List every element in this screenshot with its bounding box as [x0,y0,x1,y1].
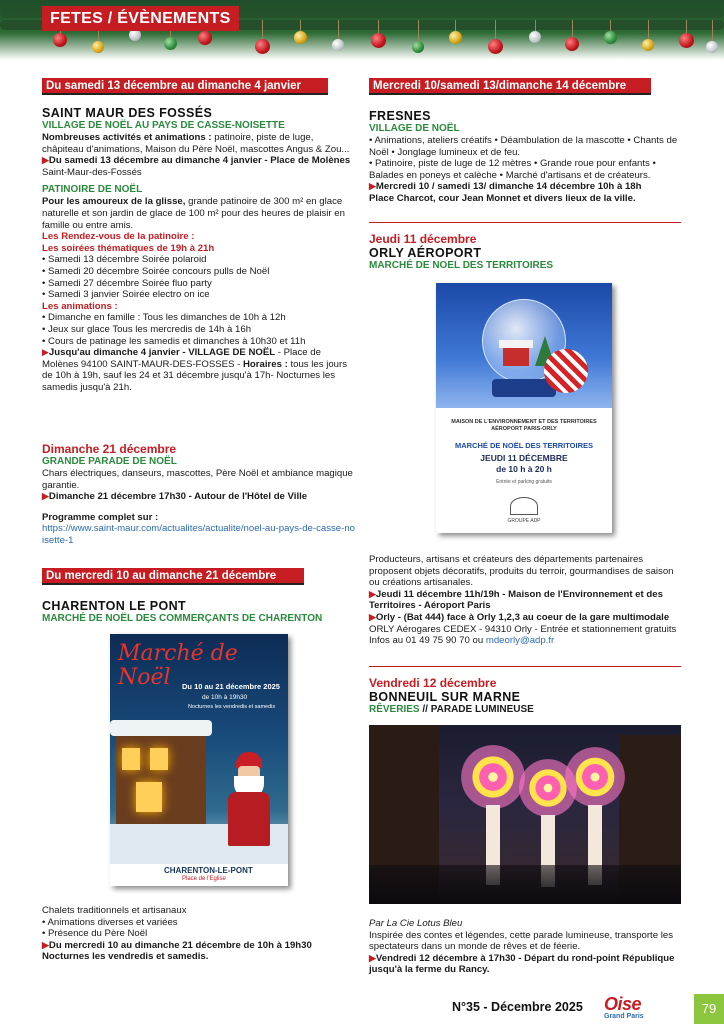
ornament-icon [565,37,579,51]
poster-entry: Entrée et parking gratuits [496,479,552,485]
event-city: BONNEUIL SUR MARNE [369,690,521,704]
ornament-icon [53,33,67,47]
email-link[interactable]: mdeorly@adp.fr [485,635,555,647]
ornament-icon [92,41,104,53]
intro-text: patinoire, piste de luge, châpiteau d'animations, Maison du Père Noël, mascottes Angus & Zou... [42,132,350,155]
page-number: 79 [694,994,724,1024]
arrow-icon: ▶ [369,181,376,192]
arrow-icon: ▶ [42,347,49,358]
detail-line: Chalets traditionnels et artisanaux [42,905,187,916]
rdv-title: Les Rendez-vous de la patinoire : [42,231,195,243]
charenton-details [42,905,356,963]
arrow-icon: ▶ [42,939,49,950]
event-city: FRESNES [369,109,431,123]
event-date-heading: Jeudi 11 décembre [369,232,477,246]
arrow-icon: ▶ [369,611,376,622]
theme-item: • Samedi 27 décembre Soirée fluo party [42,277,212,289]
event-city: SAINT MAUR DES FOSSÉS [42,106,213,120]
arrow-icon: ▶ [42,155,49,166]
orly-poster [436,283,612,533]
orly-details [369,554,681,647]
ornament-icon [679,33,694,48]
event-place: Place Charcot, cour Jean Monnet et divers lieux de la ville. [369,192,636,204]
event-date-heading: Vendredi 12 décembre [369,676,497,690]
anim-title: Les animations : [42,300,118,312]
event-subtitle: RÊVERIES [369,704,420,715]
event-text: Chars électriques, danseurs, mascottes, Père Noël et ambiance magique garantie. [42,468,353,491]
event-date-line: Du samedi 13 décembre au dimanche 4 janvier - Place de Molènes [48,155,351,167]
poster-nocturnes: Nocturnes les vendredis et samedis [188,704,276,710]
section-title: FETES / ÉVÈNEMENTS [42,6,239,31]
poster-group: GROUPE ADP [507,518,541,524]
ornament-icon [604,31,617,44]
divider [369,222,681,223]
poster-footer [110,864,288,886]
nocturnes-line: Nocturnes les vendredis et samedis. [42,951,209,963]
event-date-heading: Dimanche 21 décembre [42,442,177,456]
poster-org [442,419,606,433]
ornament-icon [198,31,212,45]
anim-item: • Dimanche en famille : Tous les dimanches de 10h à 12h [42,312,286,324]
event-date-line: Mercredi 10 / samedi 13/ dimanche 14 décembre 10h à 18h [375,181,642,193]
logo-word: Oise [604,994,642,1014]
bus-line: Orly - (Bat 444) face à Orly 1,2,3 au coeur de la gare multimodale [375,611,670,623]
hours-bold: Horaires : [243,358,288,370]
date-banner: Du mercredi 10 au dimanche 21 décembre [42,568,304,585]
poster-date: JEUDI 11 DÉCEMBRE [480,453,568,463]
poster-footer-city: CHARENTON-LE-PONT [164,866,253,875]
ornament-icon [449,31,462,44]
event-subtitle: VILLAGE DE NOËL [369,123,460,134]
until-bold: Jusqu'au dimanche 4 janvier - VILLAGE DE NOËL [48,347,276,359]
event-saint-maur [42,106,356,393]
charenton-poster [110,634,288,886]
detail-line: • Animations diverses et variées [42,916,178,928]
event-parade-saint-maur [42,442,356,547]
arrow-icon: ▶ [369,952,376,963]
santa-illustration [226,752,272,846]
adp-logo-icon [510,497,538,515]
event-fresnes [369,109,681,205]
ornament-icon [332,39,344,51]
event-date-line: Jeudi 11 décembre 11h/19h - Maison de l'Environnement et des Territoires - Aéroport Paris [369,588,663,612]
event-place: Saint-Maur-des-Fossés [42,166,142,178]
anim-item: • Cours de patinage les samedis et dimanches à 10h30 et 11h [42,335,306,347]
divider [369,666,681,667]
ornament-icon [706,41,718,53]
rink-title: PATINOIRE DE NOËL [42,184,143,196]
event-city: CHARENTON LE PONT [42,599,187,613]
poster-title: Marché de Noël [118,641,238,690]
ornament-icon [371,33,386,48]
event-date-line: Vendredi 12 décembre à 17h30 - Départ du rond-point République jusqu'à la ferme du Rancy. [369,952,675,976]
event-orly [369,232,681,272]
poster-dates: Du 10 au 21 décembre 2025 [182,682,280,691]
arrow-icon: ▶ [42,491,49,502]
detail-line: • Présence du Père Noël [42,928,148,940]
event-subtitle: VILLAGE DE NOËL AU PAYS DE CASSE-NOISETTE [42,120,285,131]
theme-item: • Samedi 20 décembre Soirée concours pulls de Noël [42,265,270,277]
poster-hours: de 10h à 19h30 [202,694,248,701]
detail-line: • Patinoire, piste de luge de 12 mètres • Grande roue pour enfants • Balades en poneys et calèche • Marché d'artisans et de créateurs. [369,158,656,181]
ornament-icon [294,31,307,44]
parade-photo [369,725,681,904]
event-subtitle: MARCHÉ DE NOEL DES TERRITOIRES [369,260,554,271]
issue-number: N°35 - Décembre 2025 [452,1000,583,1014]
rink-bold: Pour les amoureux de la glisse, [42,196,186,208]
info-line: Infos au 01 49 75 90 70 ou [369,635,486,647]
ornament-icon [255,39,270,54]
hours-text: tous les jours de 10h à 19h, sauf les 24 et 31 décembre jusqu'à 17h- Nocturnes les samedis jusqu'à 21h. [42,358,347,393]
ornament-icon [164,37,177,50]
chalet-illustration [116,734,206,824]
date-banner: Mercredi 10/samedi 13/dimanche 14 décembre [369,78,651,95]
poster-title: MARCHÉ DE NOËL DES TERRITOIRES [454,441,594,450]
poster-org-place: AÉROPORT PARIS-ORLY [491,426,557,432]
event-text: Producteurs, artisans et créateurs des départements partenaires proposent objets décoratifs, produits du terroir, gourmandises de saison ou créations artisanales. [369,554,674,589]
event-subtitle-rest: // PARADE LUMINEUSE [419,704,534,715]
themes-title: Les soirées thématiques de 19h à 21h [42,242,215,254]
event-charenton [42,599,356,625]
theme-item: • Samedi 3 janvier Soirée electro on ice [42,289,210,301]
anim-item: • Jeux sur glace Tous les mercredis de 14h à 16h [42,323,252,335]
event-subtitle: GRANDE PARADE DE NOËL [42,456,177,467]
program-label: Programme complet sur : [42,511,159,523]
theme-item: • Samedi 13 décembre Soirée polaroid [42,254,207,266]
until-text: - Place de Molènes 94100 SAINT-MAUR-DES-FOSSES - [42,347,321,370]
rink-text: grande patinoire de 300 m² en glace naturelle et son jardin de glace de 100 m² pour des heures de plaisir en famille ou entre amis. [42,196,345,231]
event-date-line: Du mercredi 10 au dimanche 21 décembre de 10h à 19h30 [48,939,312,951]
poster-footer-place: Place de l'Eglise [182,876,226,882]
logo-tag: Grand Paris [604,1013,644,1020]
event-city: ORLY AÉROPORT [369,246,482,260]
light-flower-icon [565,747,625,807]
event-date-line: Dimanche 21 décembre 17h30 - Autour de l'Hôtel de Ville [48,491,308,503]
ornament-icon [642,39,654,51]
address-line: ORLY Aérogares CEDEX - 94310 Orly - Entrée et stationnement gratuits [369,623,677,635]
crowd [369,865,681,904]
event-subtitle: MARCHÉ DE NOËL DES COMMERÇANTS DE CHARENTON [42,613,323,624]
ornament-icon [544,349,588,393]
poster-hours: de 10 h à 20 h [496,464,552,474]
ornament-icon [529,31,541,43]
date-banner: Du samedi 13 décembre au dimanche 4 janvier [42,78,328,95]
arrow-icon: ▶ [369,588,376,599]
ornament-icon [412,41,424,53]
poster-org-name: MAISON DE L'ENVIRONNEMENT ET DES TERRITOIRES [451,419,597,425]
intro-bold: Nombreuses activités et animations : [42,132,212,143]
event-bonneuil [369,676,681,716]
bonneuil-details [369,918,681,976]
magazine-logo [604,995,684,1021]
light-flower-icon [461,745,525,809]
ornament-icon [488,39,503,54]
detail-line: • Animations, ateliers créatifs • Déambulation de la mascotte • Chants de Noël • Jonglage lumineux et de feu. [369,135,678,158]
program-link[interactable]: https://www.saint-maur.com/actualites/actualite/noel-au-pays-de-casse-noisette-1 [42,523,356,546]
event-text: Inspirée des contes et légendes, cette parade lumineuse, transporte les spectateurs dans un monde de rêves et de féerie. [369,929,673,953]
credit-line: Par La Cie Lotus Bleu [369,918,463,929]
